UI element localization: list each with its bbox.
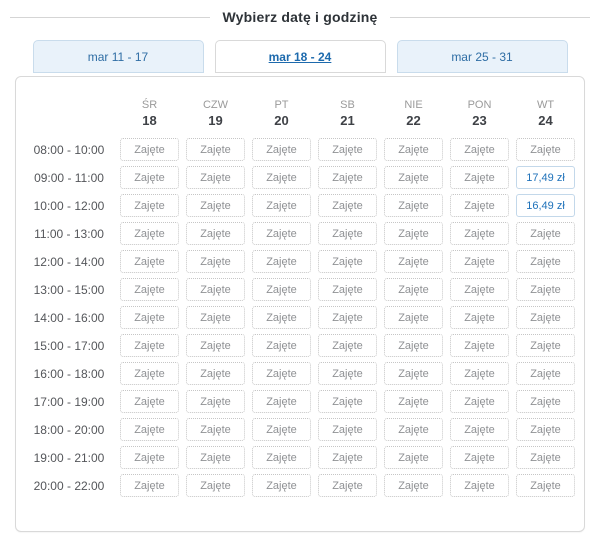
divider-line-left <box>10 17 210 18</box>
tab-week-mar-25-31[interactable] <box>397 40 568 73</box>
slot-occupied: Zajęte <box>516 334 575 357</box>
slot-occupied: Zajęte <box>186 250 245 273</box>
divider-line-right <box>390 17 590 18</box>
day-number: 24 <box>538 112 553 128</box>
slot-occupied: Zajęte <box>186 306 245 329</box>
slot-occupied: Zajęte <box>384 474 443 497</box>
slot-occupied: Zajęte <box>186 194 245 217</box>
slot-occupied: Zajęte <box>516 278 575 301</box>
slot-occupied: Zajęte <box>252 334 311 357</box>
slot-occupied: Zajęte <box>450 334 509 357</box>
day-number: 22 <box>406 112 421 128</box>
slot-occupied: Zajęte <box>318 362 377 385</box>
slot-occupied: Zajęte <box>450 278 509 301</box>
tab-label: mar 11 - 17 <box>87 49 149 64</box>
time-label: 08:00 - 10:00 <box>33 142 105 157</box>
slot-occupied: Zajęte <box>516 250 575 273</box>
slot-occupied: Zajęte <box>516 418 575 441</box>
slot-occupied: Zajęte <box>120 194 179 217</box>
slot-occupied: Zajęte <box>516 138 575 161</box>
slot-occupied: Zajęte <box>318 334 377 357</box>
time-label: 16:00 - 18:00 <box>33 366 105 381</box>
slot-occupied: Zajęte <box>186 390 245 413</box>
day-number: 19 <box>208 112 223 128</box>
slot-occupied: Zajęte <box>252 166 311 189</box>
slot-occupied: Zajęte <box>252 222 311 245</box>
slot-occupied: Zajęte <box>516 362 575 385</box>
slot-occupied: Zajęte <box>252 390 311 413</box>
slot-occupied: Zajęte <box>318 474 377 497</box>
tab-week-mar-18-24[interactable] <box>215 40 386 73</box>
slot-occupied: Zajęte <box>252 446 311 469</box>
slot-occupied: Zajęte <box>318 250 377 273</box>
slot-occupied: Zajęte <box>252 194 311 217</box>
day-header-18 <box>120 99 179 133</box>
slot-occupied: Zajęte <box>252 138 311 161</box>
slot-occupied: Zajęte <box>120 306 179 329</box>
slot-occupied: Zajęte <box>120 362 179 385</box>
slot-occupied: Zajęte <box>186 278 245 301</box>
slot-occupied: Zajęte <box>450 362 509 385</box>
schedule-grid <box>25 99 575 497</box>
grid-corner <box>25 116 113 117</box>
time-label: 13:00 - 15:00 <box>33 282 105 297</box>
time-label: 11:00 - 13:00 <box>34 226 104 241</box>
day-number: 18 <box>142 112 157 128</box>
tab-label: mar 25 - 31 <box>451 49 513 64</box>
slot-occupied: Zajęte <box>516 390 575 413</box>
slot-occupied: Zajęte <box>252 362 311 385</box>
slot-occupied: Zajęte <box>318 306 377 329</box>
slot-occupied: Zajęte <box>450 194 509 217</box>
slot-occupied: Zajęte <box>120 138 179 161</box>
slot-occupied: Zajęte <box>120 390 179 413</box>
slot-occupied: Zajęte <box>186 166 245 189</box>
time-label: 12:00 - 14:00 <box>33 254 105 269</box>
slot-occupied: Zajęte <box>450 306 509 329</box>
slot-occupied: Zajęte <box>516 446 575 469</box>
slot-occupied: Zajęte <box>120 278 179 301</box>
slot-available-24[interactable]: 17,49 zł <box>516 166 575 189</box>
day-number: 23 <box>472 112 487 128</box>
day-abbr: NIE <box>404 99 423 111</box>
time-label: 19:00 - 21:00 <box>33 450 105 465</box>
slot-occupied: Zajęte <box>318 446 377 469</box>
time-label: 10:00 - 12:00 <box>33 198 105 213</box>
slot-occupied: Zajęte <box>120 166 179 189</box>
slot-occupied: Zajęte <box>318 390 377 413</box>
slot-available-24[interactable]: 16,49 zł <box>516 194 575 217</box>
slot-occupied: Zajęte <box>384 166 443 189</box>
slot-occupied: Zajęte <box>384 418 443 441</box>
slot-occupied: Zajęte <box>384 278 443 301</box>
slot-occupied: Zajęte <box>516 306 575 329</box>
day-abbr: ŚR <box>141 99 158 111</box>
slot-occupied: Zajęte <box>516 222 575 245</box>
slot-occupied: Zajęte <box>384 306 443 329</box>
slot-occupied: Zajęte <box>186 418 245 441</box>
slot-occupied: Zajęte <box>186 334 245 357</box>
slot-occupied: Zajęte <box>450 390 509 413</box>
slot-occupied: Zajęte <box>318 418 377 441</box>
slot-occupied: Zajęte <box>120 222 179 245</box>
time-label: 15:00 - 17:00 <box>33 338 105 353</box>
day-abbr: CZW <box>202 99 229 111</box>
slot-occupied: Zajęte <box>384 222 443 245</box>
day-abbr: PT <box>274 99 289 111</box>
day-number: 20 <box>274 112 289 128</box>
day-abbr: WT <box>536 99 555 111</box>
slot-occupied: Zajęte <box>384 362 443 385</box>
slot-occupied: Zajęte <box>186 138 245 161</box>
slot-occupied: Zajęte <box>318 278 377 301</box>
slot-occupied: Zajęte <box>252 250 311 273</box>
slot-occupied: Zajęte <box>450 222 509 245</box>
slot-occupied: Zajęte <box>186 474 245 497</box>
slot-occupied: Zajęte <box>318 222 377 245</box>
slot-occupied: Zajęte <box>252 306 311 329</box>
slot-occupied: Zajęte <box>318 138 377 161</box>
section-title-row <box>0 7 600 27</box>
slot-occupied: Zajęte <box>450 446 509 469</box>
time-label: 18:00 - 20:00 <box>33 422 105 437</box>
slot-occupied: Zajęte <box>450 418 509 441</box>
slot-occupied: Zajęte <box>450 474 509 497</box>
slot-occupied: Zajęte <box>384 390 443 413</box>
slot-occupied: Zajęte <box>516 474 575 497</box>
slot-occupied: Zajęte <box>186 446 245 469</box>
week-tabs <box>30 40 570 73</box>
page-title: Wybierz datę i godzinę <box>222 9 378 25</box>
tab-label: mar 18 - 24 <box>268 49 332 64</box>
day-number: 21 <box>340 112 355 128</box>
slot-occupied: Zajęte <box>252 418 311 441</box>
time-label: 14:00 - 16:00 <box>33 310 105 325</box>
slot-occupied: Zajęte <box>120 334 179 357</box>
slot-occupied: Zajęte <box>384 446 443 469</box>
slot-occupied: Zajęte <box>252 474 311 497</box>
day-abbr: PON <box>467 99 492 111</box>
day-header-23 <box>450 99 509 133</box>
slot-occupied: Zajęte <box>186 362 245 385</box>
time-label: 17:00 - 19:00 <box>33 394 105 409</box>
slot-occupied: Zajęte <box>384 138 443 161</box>
day-header-21 <box>318 99 377 133</box>
slot-occupied: Zajęte <box>186 222 245 245</box>
day-header-24 <box>516 99 575 133</box>
slot-occupied: Zajęte <box>450 138 509 161</box>
slot-occupied: Zajęte <box>318 194 377 217</box>
day-abbr: SB <box>340 99 355 111</box>
schedule-panel <box>15 76 585 532</box>
slot-occupied: Zajęte <box>384 250 443 273</box>
slot-occupied: Zajęte <box>318 166 377 189</box>
day-header-22 <box>384 99 443 133</box>
slot-occupied: Zajęte <box>450 250 509 273</box>
time-label: 20:00 - 22:00 <box>33 478 105 493</box>
slot-occupied: Zajęte <box>120 474 179 497</box>
slot-occupied: Zajęte <box>120 418 179 441</box>
day-header-19 <box>186 99 245 133</box>
slot-occupied: Zajęte <box>450 166 509 189</box>
slot-occupied: Zajęte <box>252 278 311 301</box>
slot-occupied: Zajęte <box>120 250 179 273</box>
tab-week-mar-11-17[interactable] <box>33 40 204 73</box>
slot-occupied: Zajęte <box>384 194 443 217</box>
slot-occupied: Zajęte <box>384 334 443 357</box>
time-label: 09:00 - 11:00 <box>34 170 104 185</box>
slot-occupied: Zajęte <box>120 446 179 469</box>
day-header-20 <box>252 99 311 133</box>
